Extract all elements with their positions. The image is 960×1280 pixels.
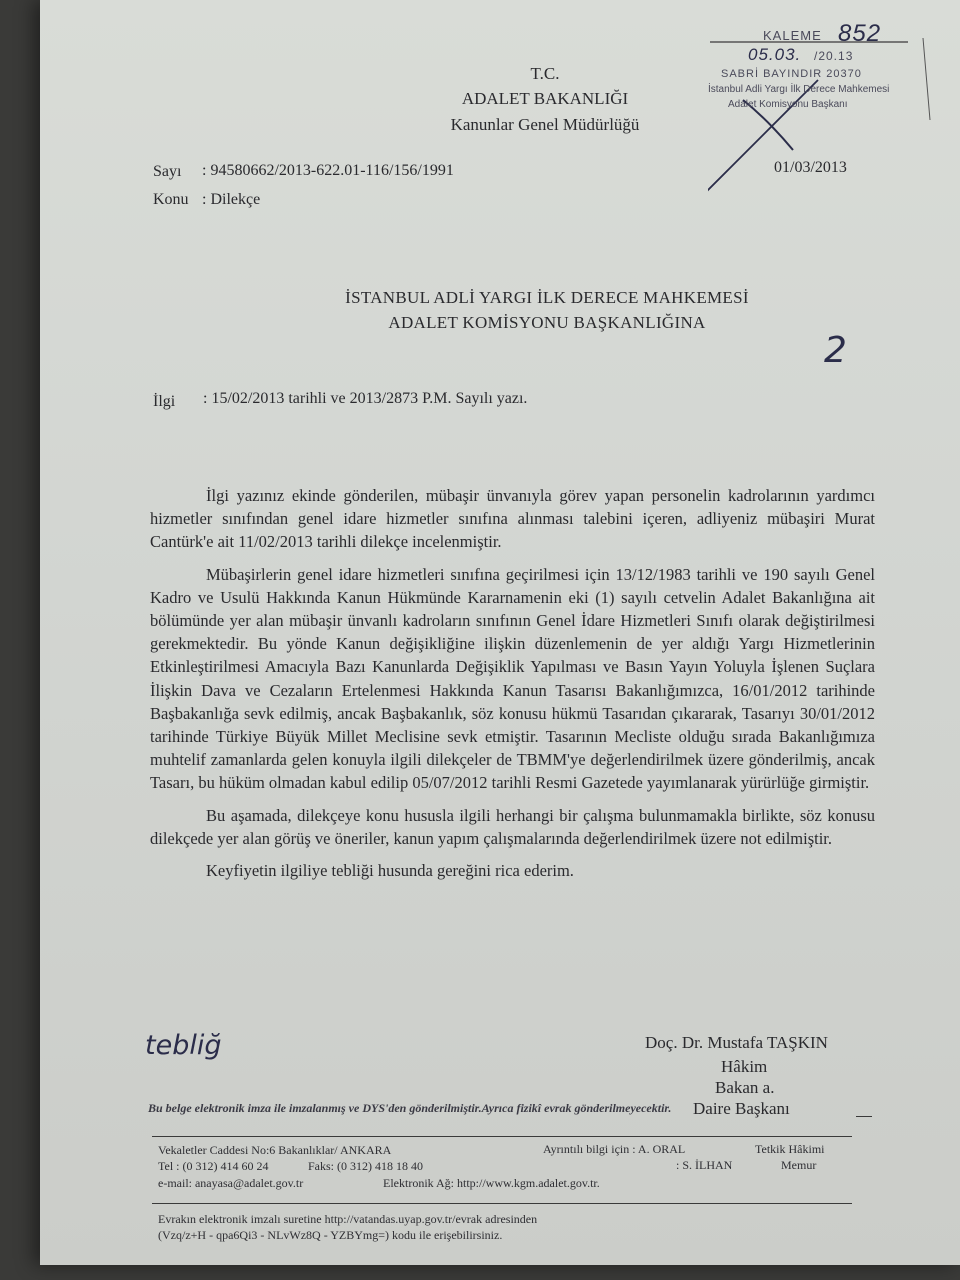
konu-label: Konu	[153, 191, 189, 208]
footer-fax: Faks: (0 312) 418 18 40	[308, 1159, 423, 1173]
signature-title-2: Bakan a.	[715, 1078, 775, 1097]
footer-info-contact-2: : S. İLHAN	[676, 1158, 733, 1172]
stamp-name: SABRİ BAYINDIR 20370	[721, 68, 862, 80]
document-page	[40, 0, 960, 1265]
footer-info-title-2: Memur	[781, 1158, 817, 1172]
hand-mark: 2	[824, 330, 847, 371]
footer-address: Vekaletler Caddesi No:6 Bakanlıklar/ ANKARA	[158, 1143, 392, 1157]
stamp-kaleme: KALEME	[763, 28, 822, 43]
e-sign-note: Bu belge elektronik imza ile imzalanmış ve DYS'den gönderilmiştir.Ayrıca fizikî evrak gönderilmeyecektir.	[148, 1101, 672, 1115]
letter-body	[150, 484, 875, 891]
footer-rule-bottom	[152, 1203, 852, 1204]
stamp-court: İstanbul Adli Yargı İlk Derece Mahkemesi	[708, 84, 890, 95]
signature-name: Doç. Dr. Mustafa TAŞKIN	[645, 1033, 828, 1052]
ilgi-label: İlgi	[153, 393, 176, 410]
footer-phone: Tel : (0 312) 414 60 24	[158, 1159, 269, 1173]
header-state: T.C.	[530, 64, 560, 83]
addressee-line-1: İSTANBUL ADLİ YARGI İLK DERECE MAHKEMESİ	[345, 288, 749, 307]
e-sign-dash	[856, 1116, 872, 1117]
footer-email: e-mail: anayasa@adalet.gov.tr	[158, 1176, 304, 1190]
paragraph-2: Mübaşirlerin genel idare hizmetleri sınıfına geçirilmesi için 13/12/1983 tarihli ve 190 sayılı Genel Kadro ve Usulü Hakkında Kanun Hükmünde Kararnamenin eki (1) sayılı cetvelin Adalet Bakanlığına ait bölümünde yer alan mübaşir ünvanlı kadroların sınıfının Genel İdare Hizmetleri Sınıfı olarak değiştirilmesi gerekmektedir. Bu yönde Kanun değişikliğine ilişkin düzenlemenin de yer aldığı Yargı Hizmetlerinin Etkinleştirilmesi Amacıyla Bazı Kanunlarda Değişiklik Yapılması ve Basın Yayın Yoluyla İşlenen Suçlara İlişkin Dava ve Cezaların Ertelenmesi Hakkında Kanun Tasarısı Bakanlığımızca, 16/01/2012 tarihinde Başbakanlığa sevk edilmiş, ancak Başbakanlık, söz konusu hükmü Tasarıdan çıkararak, Tasarıyı 30/01/2012 tarihinde Türkiye Büyük Millet Meclisine sevk etmiştir. Tasarının Mecliste olduğu sırada Bakanlığımıza muhtelif zamanlarda gelen konuyla ilgili dilekçeler de TBMM'ye değerlendirilmek üzere gönderilmiş, ancak Tasarı, bu hüküm olmadan kabul edilip 05/07/2012 tarihli Resmi Gazetede yayımlanarak yürürlüğe girmiştir.	[150, 564, 875, 793]
stamp-kaleme-number: 852	[838, 20, 882, 47]
paragraph-3: Bu aşamada, dilekçeye konu hususla ilgili herhangi bir çalışma bulunmamakla birlikte, söz konusu dilekçede yer alan görüş ve öneriler, kanun yapım çalışmalarında değerlendirilmek üzere not edilmiştir.	[150, 805, 875, 848]
stamp-year: /20.13	[814, 49, 854, 63]
stamp-date-hand: 05.03.	[748, 45, 802, 64]
document-date: 01/03/2013	[774, 159, 847, 176]
header-ministry: ADALET BAKANLIĞI	[461, 89, 629, 108]
footer-rule-top	[152, 1136, 852, 1137]
footer-info-title-1: Tetkik Hâkimi	[755, 1142, 825, 1156]
signature-title-1: Hâkim	[721, 1057, 768, 1076]
footer-info-contact-1: Ayrıntılı bilgi için : A. ORAL	[543, 1142, 686, 1156]
paragraph-4: Keyfiyetin ilgiliye tebliği husunda gereğini rica ederim.	[206, 861, 574, 881]
paragraph-1: İlgi yazınız ekinde gönderilen, mübaşir ünvanıyla görev yapan personelin kadrolarının yardımcı hizmetler sınıfından genel idare hizmetler sınıfına alınması talebini içeren, adliyeniz mübaşiri Murat Cantürk'e ait 11/02/2013 tarihli dilekçe incelenmiştir.	[150, 486, 875, 552]
ilgi-value: : 15/02/2013 tarihli ve 2013/2873 P.M. Sayılı yazı.	[203, 390, 528, 407]
footer-verify-1: Evrakın elektronik imzalı suretine http://vatandas.uyap.gov.tr/evrak adresinden	[158, 1212, 538, 1226]
stamp-commission: Adalet Komisyonu Başkanı	[728, 99, 848, 110]
sayi-value: : 94580662/2013-622.01-116/156/1991	[202, 162, 454, 179]
konu-value: : Dilekçe	[202, 191, 261, 208]
footer-web: Elektronik Ağ: http://www.kgm.adalet.gov.tr.	[383, 1176, 600, 1190]
addressee-line-2: ADALET KOMİSYONU BAŞKANLIĞINA	[388, 313, 706, 332]
sayi-label: Sayı	[153, 163, 182, 180]
handwritten-teblig: tebliğ	[145, 1030, 222, 1061]
footer-verify-2: (Vzq/z+H - qpa6Qi3 - NLvWz8Q - YZBYmg=) kodu ile erişebilirsiniz.	[158, 1228, 503, 1242]
signature-title-3: Daire Başkanı	[693, 1099, 790, 1118]
header-department: Kanunlar Genel Müdürlüğü	[450, 115, 640, 134]
registry-stamp	[708, 20, 958, 140]
